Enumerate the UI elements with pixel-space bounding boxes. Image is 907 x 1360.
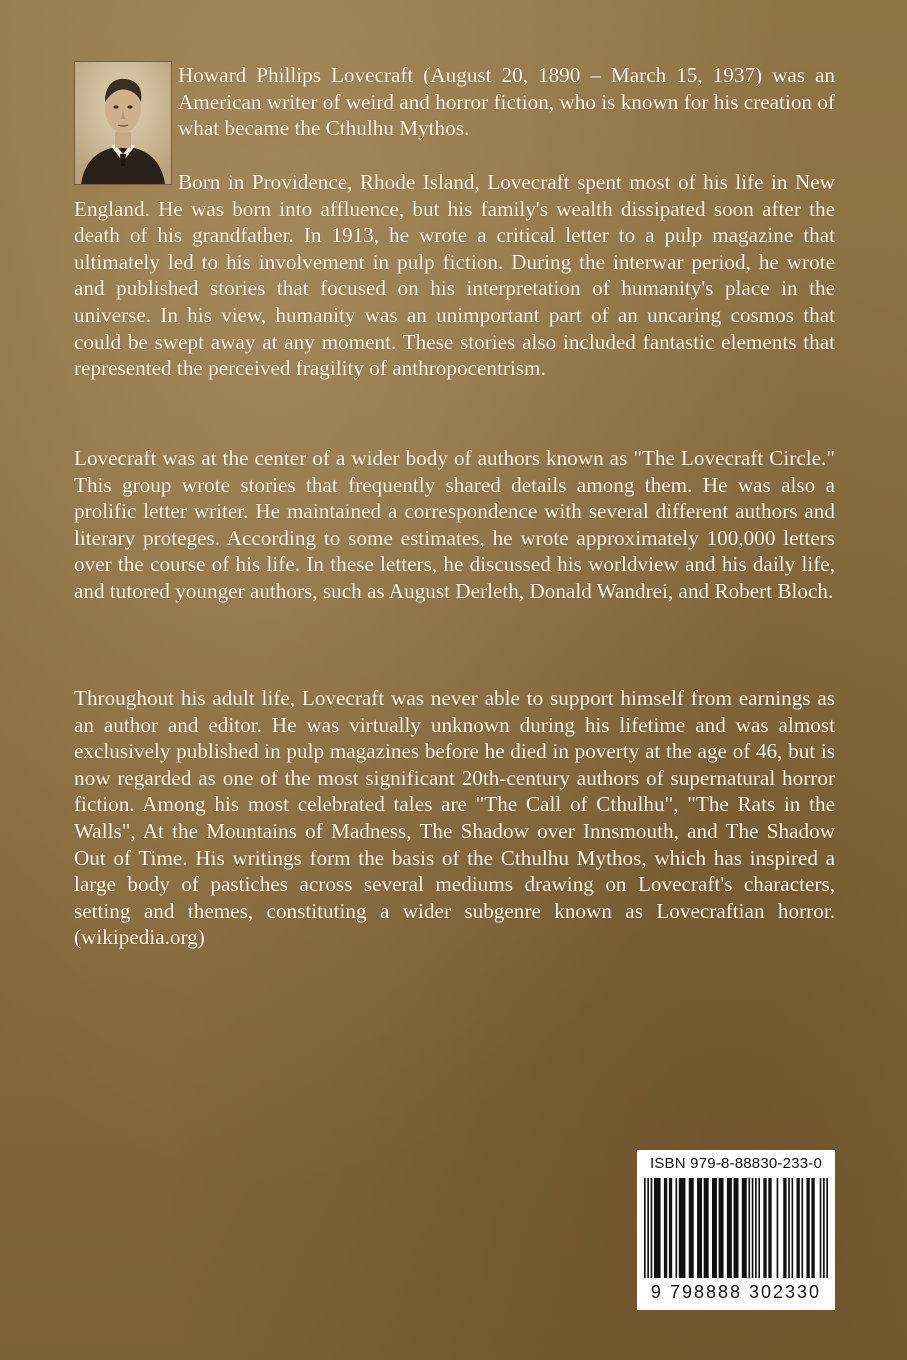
barcode-bar <box>758 1178 760 1278</box>
barcode-bar <box>712 1178 717 1278</box>
barcode-bar <box>811 1178 814 1278</box>
barcode-bar <box>763 1178 766 1278</box>
barcode-bar <box>792 1178 794 1278</box>
barcode-bar <box>734 1178 739 1278</box>
barcode-bar <box>669 1178 672 1278</box>
barcode-bar <box>777 1178 779 1278</box>
paragraph-text: Throughout his adult life, Lovecraft was never able to support himself from earnings as an author and editor. He was virtually unknown during his lifetime and was almost exclusively published in pulp magazines before he died in poverty at the age of 46, but is now regarded as one of the most significant 20th-century authors of supernatural horror fiction. Among his most celebrated tales are "The Call of Cthulhu", "The Rats in the Walls", At the Mountains of Madness, The Shadow over Innsmouth, and The Shadow Out of Time. His writings form the basis of the Cthulhu Mythos, which has inspired a large body of pastiches across several mediums drawing on Lovecraft's characters, setting and themes, constituting a wider subgenre known as Lovecraftian horror. (wikipedia.org) <box>74 686 835 950</box>
barcode-bar <box>752 1178 754 1278</box>
barcode-bar <box>801 1178 803 1278</box>
author-portrait <box>75 62 171 184</box>
barcode-bar <box>704 1178 709 1278</box>
barcode-bar <box>647 1178 649 1278</box>
paragraph-text: Born in Providence, Rhode Island, Lovecraft spent most of his life in New England. He was born into affluence, but his family's wealth dissipated soon after the death of his grandfather. In 1913, he wrote a critical letter to a pulp magazine that ultimately led to his involvement in pulp fiction. During the interwar period, he wrote and published stories that focused on his interpretation of humanity's place in the universe. In his view, humanity was an unimportant part of an uncaring cosmos that could be swept away at any moment. These stories also included fantastic elements that represented the perceived fragility of anthropocentrism. <box>74 170 835 381</box>
paragraph-text: Lovecraft was at the center of a wider body of authors known as "The Lovecraft Circle." This group wrote stories that frequently shared details among them. He was also a prolific letter writer. He maintained a correspondence with several different authors and literary proteges. According to some estimates, he wrote approximately 100,000 letters over the course of his life. In these letters, he discussed his worldview and his daily life, and tutored younger authors, such as August Derleth, Donald Wandrei, and Robert Bloch. <box>74 446 835 603</box>
barcode-bar <box>697 1178 702 1278</box>
barcode-bar <box>742 1178 747 1278</box>
barcode-bar <box>755 1178 757 1278</box>
barcode-bar <box>748 1178 750 1278</box>
barcode-bar <box>654 1178 661 1278</box>
portrait-photo-icon <box>75 62 171 184</box>
barcode-bar <box>797 1178 800 1278</box>
barcode-digits: 9 798888 302330 <box>650 1282 822 1302</box>
barcode-bar <box>719 1178 724 1278</box>
barcode-bar <box>823 1178 825 1278</box>
barcode-icon <box>642 1178 830 1282</box>
barcode-bar <box>768 1178 771 1278</box>
barcode-bar <box>651 1178 653 1278</box>
barcode-bar <box>783 1178 786 1278</box>
isbn-barcode <box>637 1150 835 1310</box>
intro-paragraph: Howard Phillips Lovecraft (August 20, 1890 – March 15, 1937) was an American writer of weird and horror fiction, who is known for his creation of what became the Cthulhu Mythos. <box>178 63 835 141</box>
barcode-bar <box>820 1178 822 1278</box>
barcode-bar <box>689 1178 694 1278</box>
barcode-bar <box>788 1178 790 1278</box>
barcode-bar <box>727 1178 732 1278</box>
isbn-label: ISBN 979-8-88830-233-0 <box>649 1155 822 1172</box>
barcode-bar <box>679 1178 686 1278</box>
barcode-bar <box>806 1178 809 1278</box>
barcode-bar <box>826 1178 828 1278</box>
barcode-bar <box>676 1178 678 1278</box>
barcode-bar <box>664 1178 667 1278</box>
body-paragraph-1 <box>74 169 835 382</box>
body-paragraph-2 <box>74 445 835 605</box>
barcode-bar <box>644 1178 646 1278</box>
body-paragraph-3 <box>74 685 835 951</box>
